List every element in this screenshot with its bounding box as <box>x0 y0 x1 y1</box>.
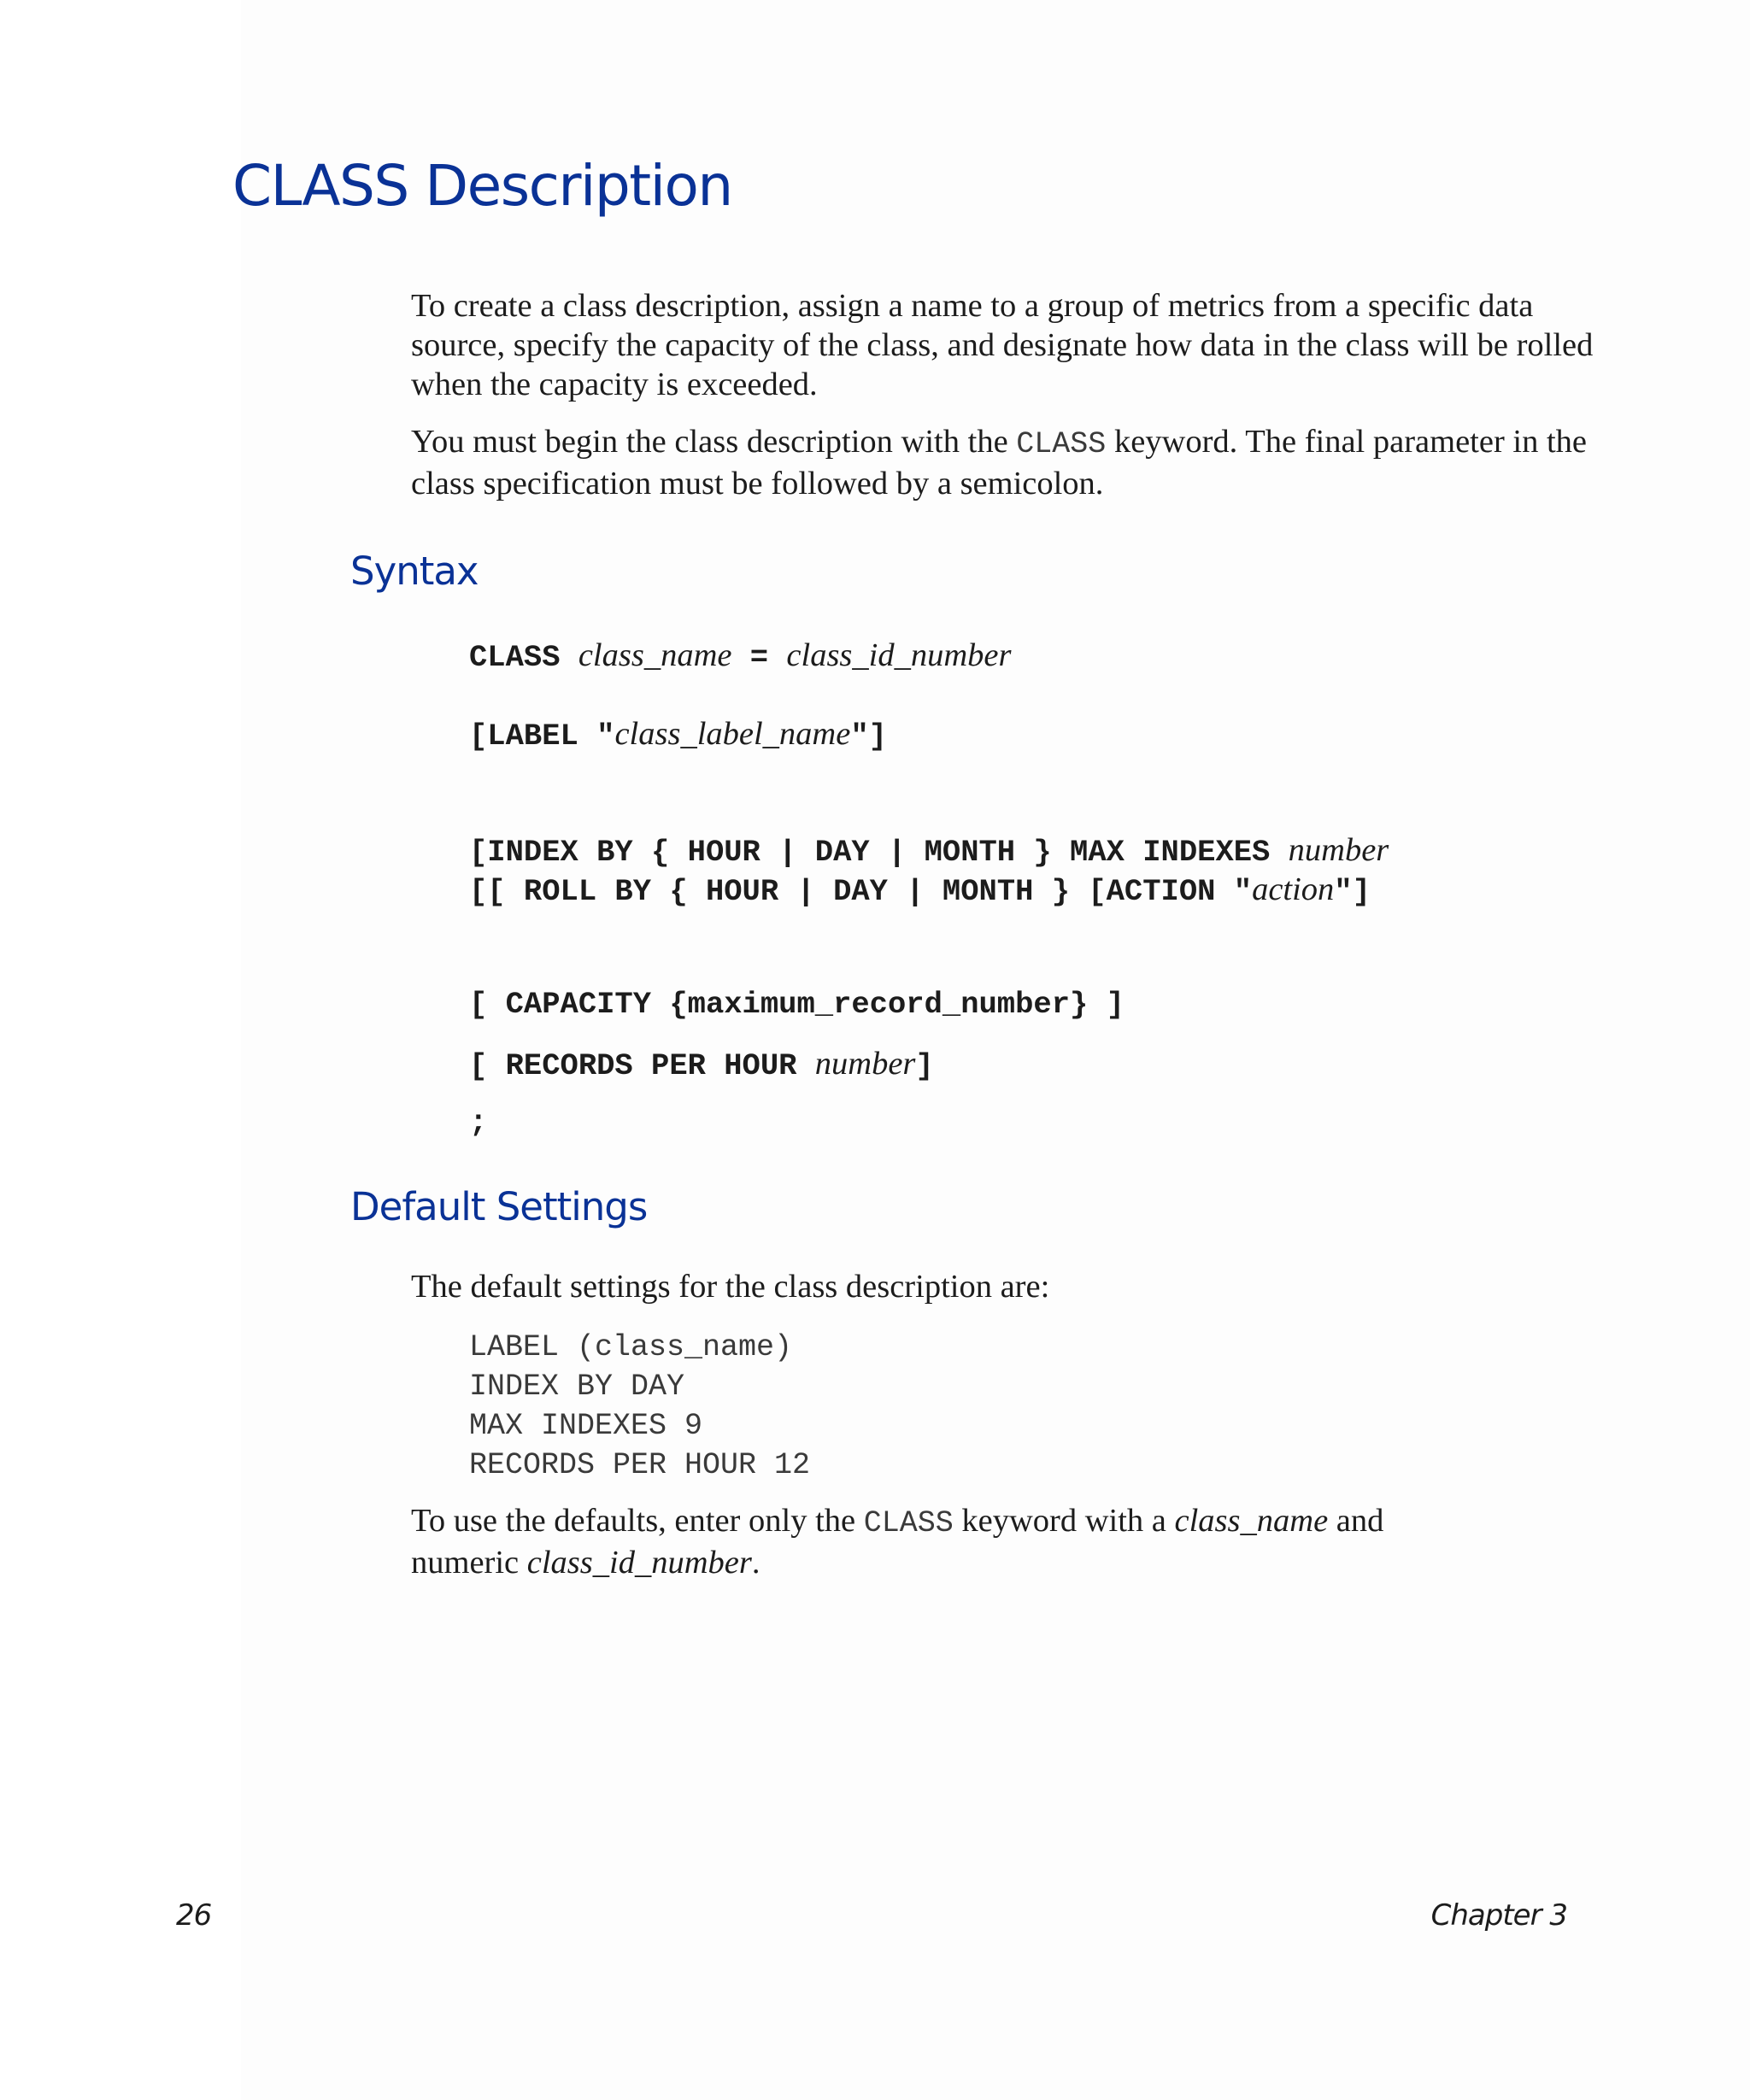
class-name-param: class_name <box>578 637 732 673</box>
note-class-id: class_id_number <box>526 1545 752 1581</box>
note-class-keyword: CLASS <box>863 1506 954 1540</box>
p2-text-before: You must begin the class description with the <box>411 424 1017 460</box>
note-text-2: keyword with a <box>953 1503 1175 1539</box>
label-close: "] <box>850 719 887 754</box>
defaults-note <box>411 1501 1607 1582</box>
roll-by-clause: [[ ROLL BY { HOUR | DAY | MONTH } [ACTION " <box>469 874 1253 909</box>
max-indexes-param: number <box>1288 832 1389 868</box>
note-text-1: To use the defaults, enter only the <box>411 1503 864 1539</box>
p2-text-after: keyword. The final parameter in the class specification must be followed by a semicolon. <box>411 424 1587 502</box>
default-line-label: LABEL (class_name) <box>469 1330 793 1364</box>
page-number: 26 <box>176 1898 212 1933</box>
syntax-line-semicolon: ; <box>469 1105 488 1140</box>
default-line-records: RECORDS PER HOUR 12 <box>469 1448 811 1482</box>
syntax-line-class <box>469 639 1011 673</box>
syntax-heading: Syntax <box>350 548 479 594</box>
class-keyword: CLASS <box>469 640 578 675</box>
roll-close: "] <box>1334 874 1371 909</box>
syntax-line-roll <box>469 873 1371 907</box>
chapter-label: Chapter 3 <box>1430 1898 1567 1933</box>
note-text-4: numeric <box>411 1545 527 1581</box>
default-settings-heading: Default Settings <box>350 1184 648 1229</box>
defaults-intro: The default settings for the class description are: <box>411 1269 1050 1305</box>
page-title: CLASS Description <box>232 153 732 219</box>
syntax-line-capacity: [ CAPACITY {maximum_record_number} ] <box>469 987 1125 1022</box>
syntax-line-records <box>469 1047 934 1082</box>
records-per-hour-clause: [ RECORDS PER HOUR <box>469 1048 815 1083</box>
p2-class-keyword: CLASS <box>1016 427 1107 461</box>
note-period: . <box>751 1545 760 1581</box>
label-keyword: [LABEL " <box>469 719 615 754</box>
equals-sign: = <box>731 640 787 675</box>
note-class-name: class_name <box>1174 1503 1329 1539</box>
index-by-clause: [INDEX BY { HOUR | DAY | MONTH } MAX INDEXES <box>469 835 1289 870</box>
note-text-3: and <box>1328 1503 1384 1539</box>
intro-paragraph-1: To create a class description, assign a name to a group of metrics from a specific data source, specify the capacity of the class, and designate how data in the class will be rolled when the capacity is exceeded. <box>411 288 1594 402</box>
class-id-param: class_id_number <box>786 637 1012 673</box>
records-number-param: number <box>814 1046 916 1082</box>
syntax-line-label <box>469 718 887 752</box>
default-line-max-indexes: MAX INDEXES 9 <box>469 1409 703 1443</box>
syntax-line-index <box>469 834 1389 868</box>
action-param: action <box>1252 871 1335 907</box>
class-label-param: class_label_name <box>614 716 851 752</box>
intro-paragraph-2 <box>411 422 1607 503</box>
records-close: ] <box>915 1048 934 1083</box>
default-line-index: INDEX BY DAY <box>469 1370 685 1404</box>
